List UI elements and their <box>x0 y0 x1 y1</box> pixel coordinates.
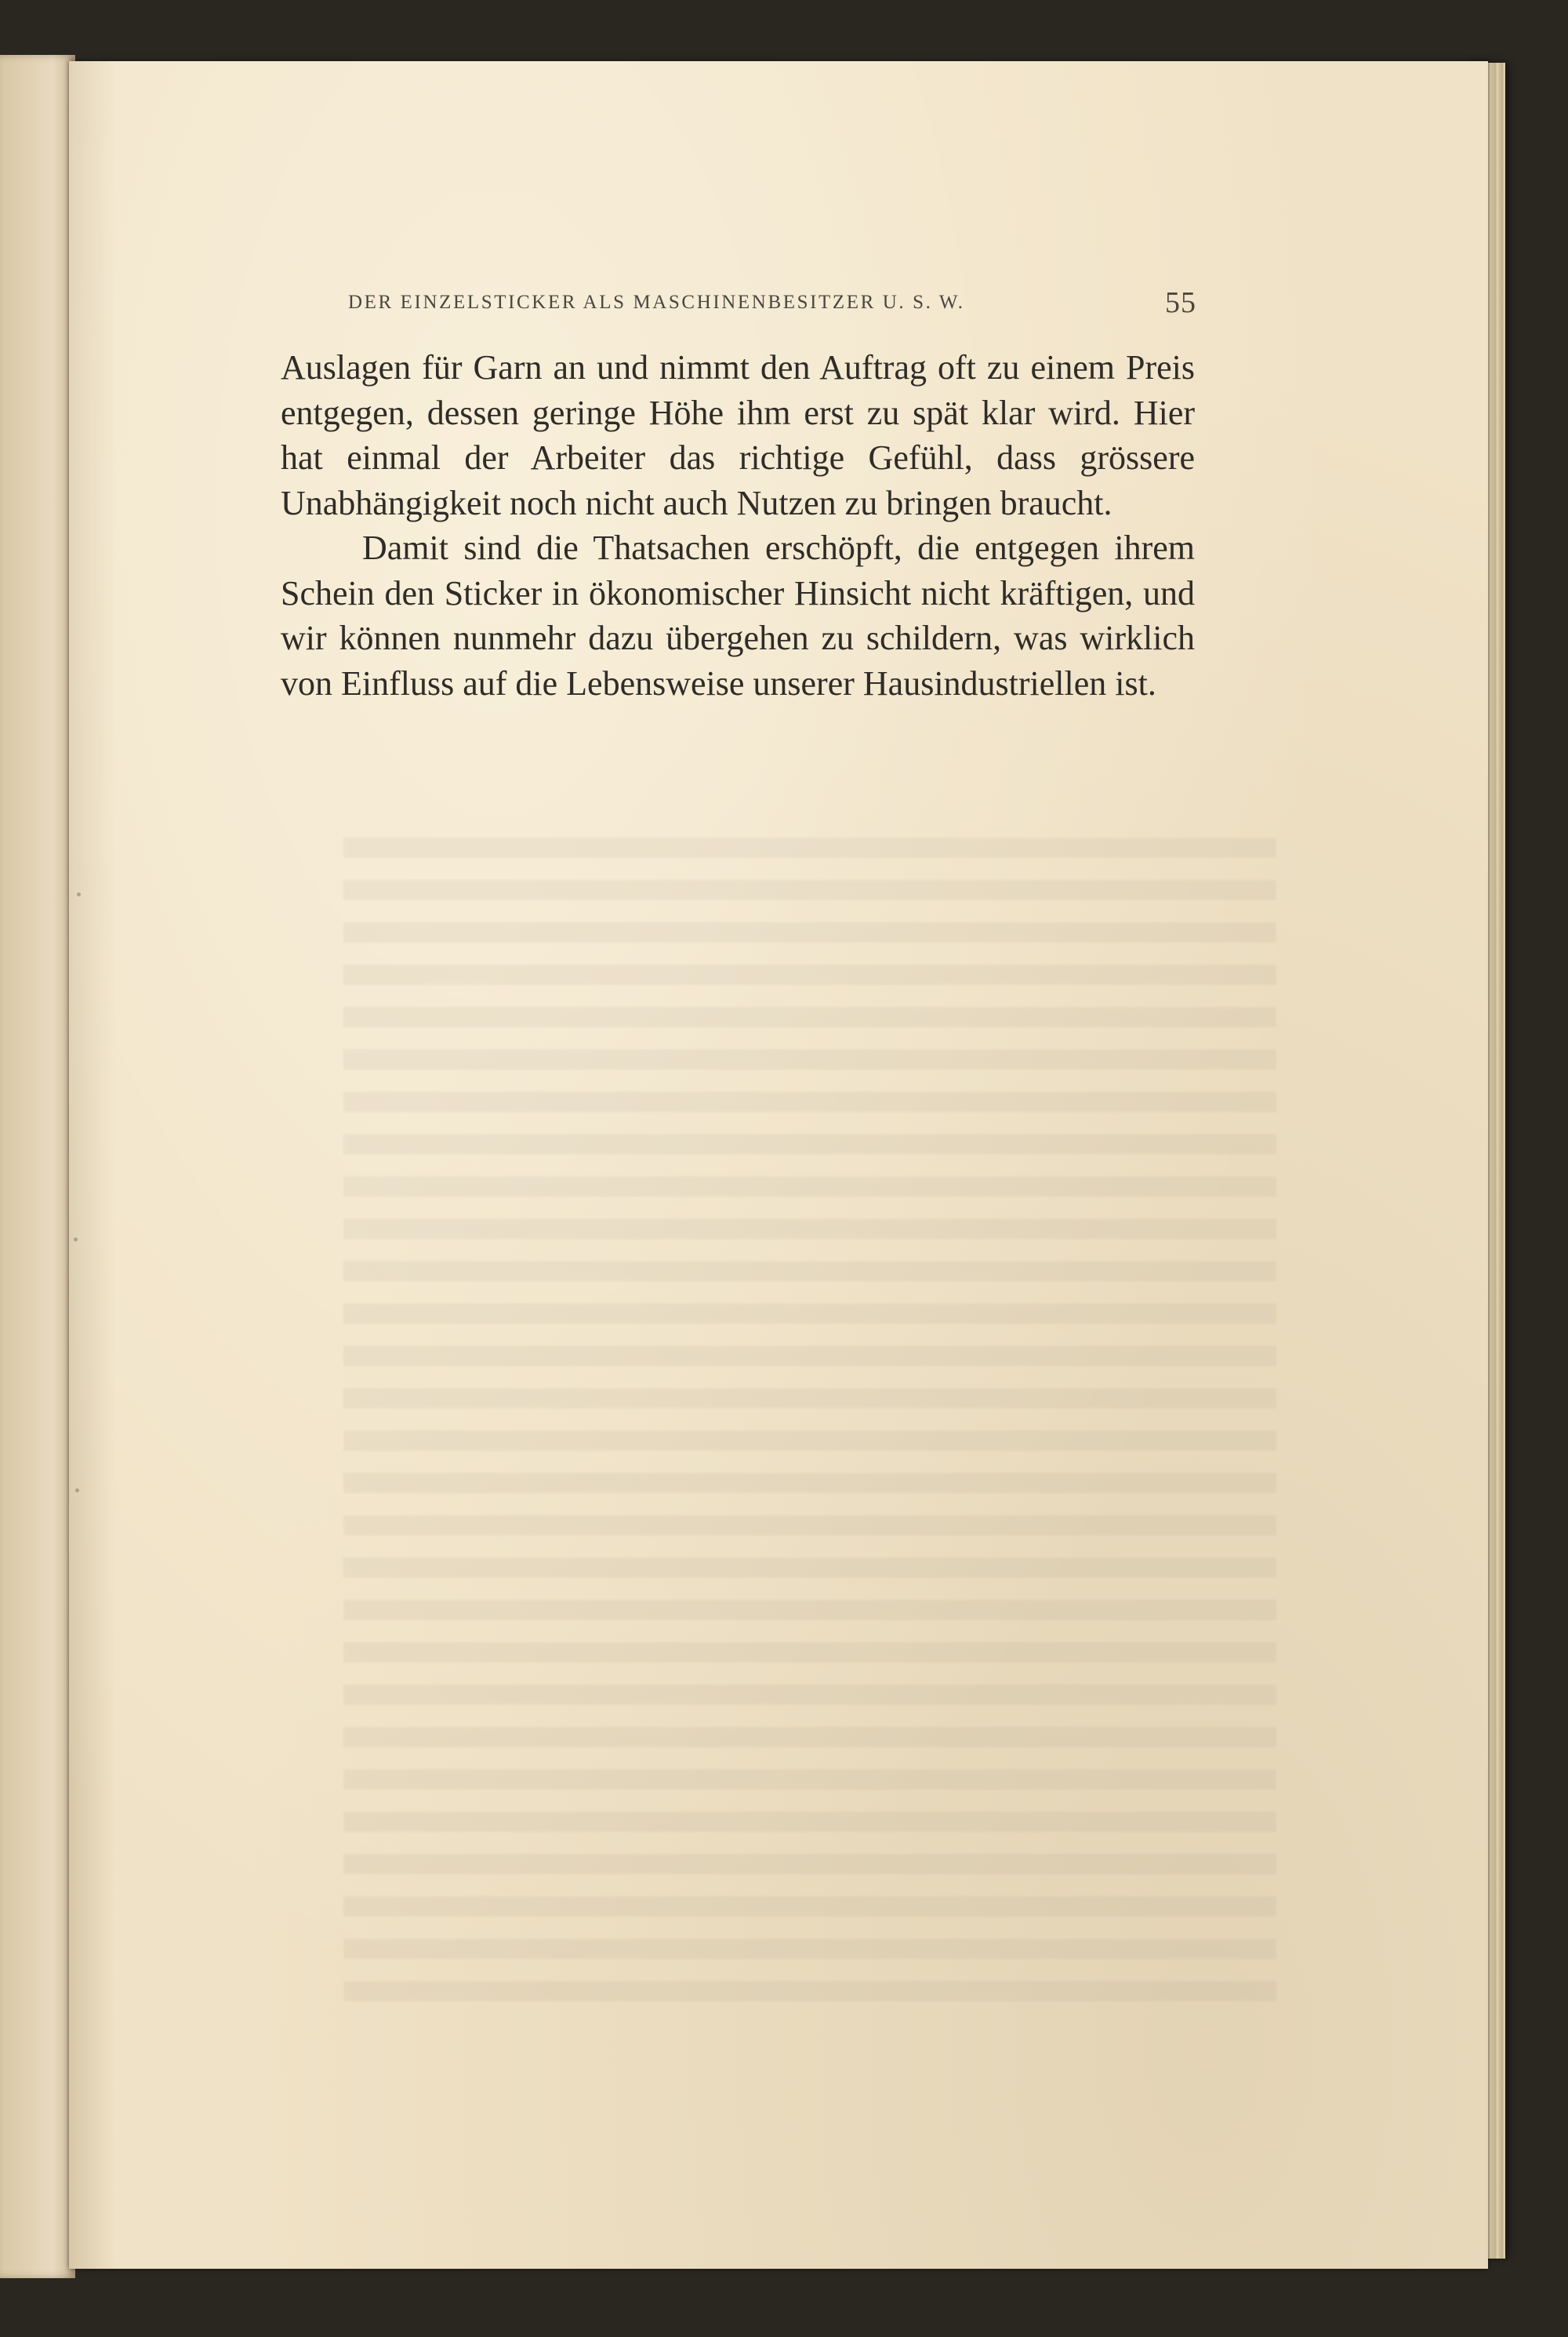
paper-speck <box>75 1488 79 1492</box>
paper-speck <box>77 892 81 896</box>
running-head <box>348 285 1196 325</box>
left-page-edge <box>0 55 75 2278</box>
paragraph: Auslagen für Garn an und nimmt den Auftrag oft zu einem Preis entgegen, dessen geringe Höhe ihm erst zu spät klar wird. Hier hat einmal der Arbeiter das richtige Gefühl, dass grössere Unabhängigkeit noch nicht auch Nutzen zu bringen braucht. <box>281 348 1195 522</box>
paragraph: Damit sind die Thatsachen erschöpft, die entgegen ihrem Schein den Sticker in ökonomischer Hinsicht nicht kräftigen, und wir können nunmehr dazu übergehen zu schildern, was wirklich von Einfluss auf die Lebensweise unserer Hausindustriellen ist. <box>281 529 1195 703</box>
body-text <box>281 345 1195 706</box>
running-head-title: DER EINZELSTICKER ALS MASCHINENBESITZER U. S. W. <box>348 292 965 313</box>
bleed-through-text <box>343 838 1276 2014</box>
paper-speck <box>74 1238 78 1241</box>
page-number: 55 <box>1165 286 1196 319</box>
